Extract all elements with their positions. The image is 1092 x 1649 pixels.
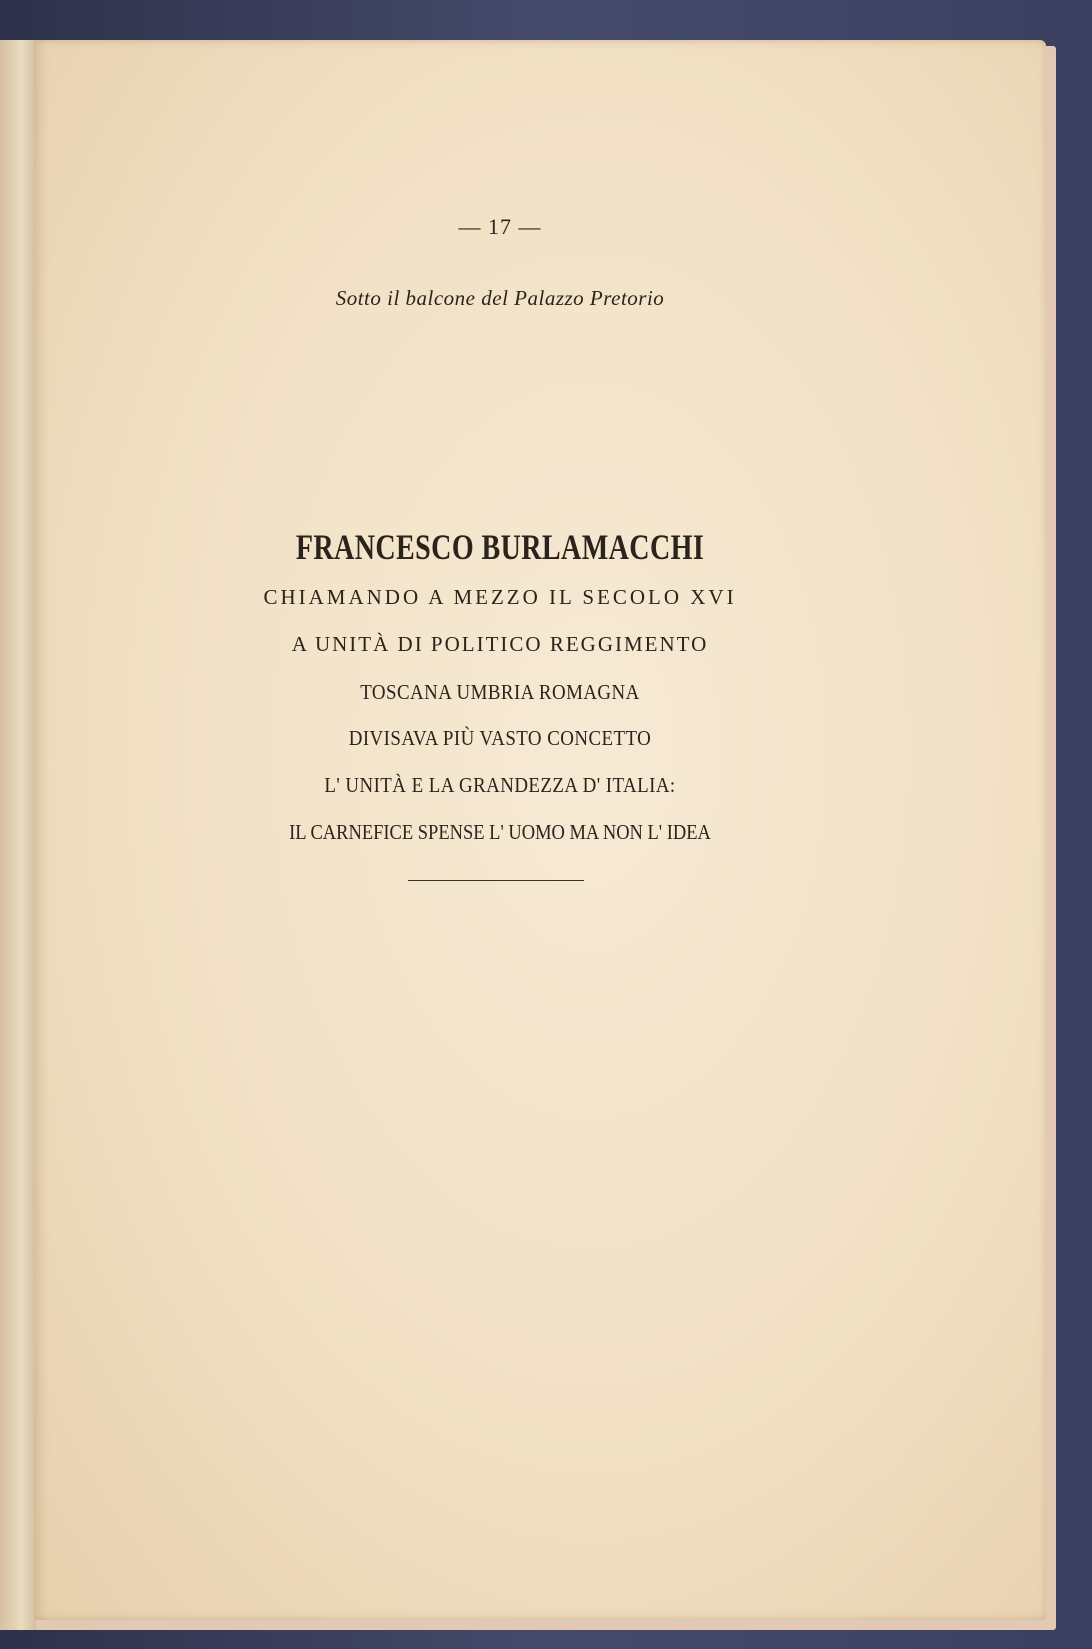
inscription-line: TOSCANA UMBRIA ROMAGNA — [360, 680, 640, 704]
page-subtitle: Sotto il balcone del Palazzo Pretorio — [335, 286, 665, 310]
inscription-line: L' UNITÀ E LA GRANDEZZA D' ITALIA: — [324, 773, 676, 797]
divider-rule — [408, 880, 584, 881]
inscription-line: A UNITÀ DI POLITICO REGGIMENTO — [291, 632, 709, 656]
inscription-line: IL CARNEFICE SPENSE L' UOMO MA NON L' IDEA — [289, 820, 711, 844]
inscription-line: CHIAMANDO A MEZZO IL SECOLO XVI — [263, 585, 737, 609]
page-number: — 17 — — [458, 214, 542, 239]
inscription-line: DIVISAVA PIÙ VASTO CONCETTO — [348, 726, 652, 750]
inscription-title: FRANCESCO BURLAMACCHI — [295, 527, 705, 567]
